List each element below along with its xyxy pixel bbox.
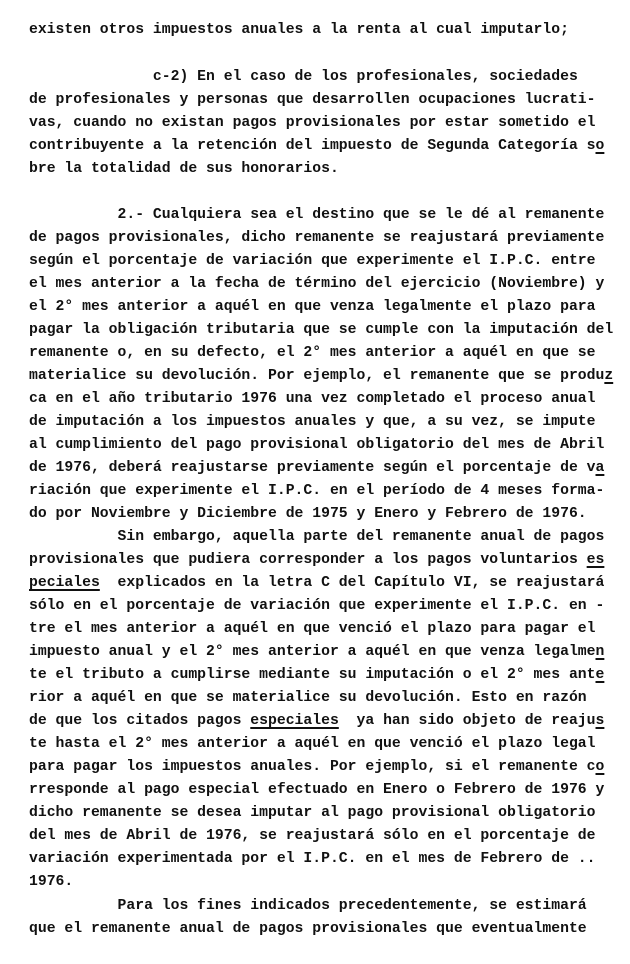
text-line: [29, 21, 569, 39]
text-segment: de que los citados pagos: [29, 713, 251, 729]
text-line: [29, 505, 587, 523]
text-line: [29, 689, 587, 707]
text-segment: c-2) En el caso de los profesionales, sociedades: [29, 69, 578, 85]
text-segment: ca en el año tributario 1976 una vez completado el proceso anual: [29, 391, 596, 407]
text-segment: remanente o, en su defecto, el 2° mes anterior a aquél en que se: [29, 345, 596, 361]
text-segment: de 1976, deberá reajustarse previamente según el porcentaje de v: [29, 460, 596, 476]
underlined-text: n: [595, 644, 605, 660]
text-line: [29, 321, 613, 339]
text-line: [29, 920, 587, 938]
text-segment: contribuyente a la retención del impuesto de Segunda Categoría s: [29, 138, 596, 154]
text-line: [29, 206, 604, 224]
text-line: [29, 712, 604, 730]
text-line: [29, 344, 596, 362]
text-segment: dicho remanente se desea imputar al pago provisional obligatorio: [29, 805, 596, 821]
text-line: [29, 804, 596, 822]
text-segment: Para los fines indicados precedentemente, se estimará: [29, 898, 587, 914]
text-line: [29, 160, 339, 178]
text-line: [29, 229, 604, 247]
text-line: [29, 68, 578, 86]
text-line: [29, 781, 604, 799]
text-line: [29, 850, 596, 868]
text-segment: tre el mes anterior a aquél en que venció el plazo para pagar el: [29, 621, 596, 637]
text-segment: Sin embargo, aquella parte del remanente anual de pagos: [29, 529, 605, 545]
text-segment: variación experimentada por el I.P.C. en el mes de Febrero de ..: [29, 851, 596, 867]
text-line: [29, 643, 604, 661]
text-segment: bre la totalidad de sus honorarios.: [29, 161, 339, 177]
text-line: [29, 735, 596, 753]
underlined-text: es: [586, 552, 605, 568]
text-segment: al cumplimiento del pago provisional obligatorio del mes de Abril: [29, 437, 605, 453]
text-line: [29, 367, 613, 385]
text-segment: vas, cuando no existan pagos provisionales por estar sometido el: [29, 115, 596, 131]
text-segment: ya han sido objeto de reaju: [338, 713, 596, 729]
text-segment: el 2° mes anterior a aquél en que venza legalmente el plazo para: [29, 299, 596, 315]
text-line: [29, 551, 604, 569]
text-line: [29, 482, 604, 500]
underlined-text: o: [595, 138, 605, 154]
text-line: [29, 390, 596, 408]
text-line: [29, 114, 596, 132]
text-segment: de pagos provisionales, dicho remanente se reajustará previamente: [29, 230, 605, 246]
underlined-text: peciales: [29, 575, 100, 591]
text-line: [29, 275, 604, 293]
text-line: [29, 252, 596, 270]
text-line: [29, 528, 604, 546]
text-segment: de imputación a los impuestos anuales y que, a su vez, se impute: [29, 414, 596, 430]
text-segment: el mes anterior a la fecha de término del ejercicio (Noviembre) y: [29, 276, 605, 292]
text-line: [29, 620, 596, 638]
text-line: [29, 137, 604, 155]
text-segment: para pagar los impuestos anuales. Por ejemplo, si el remanente c: [29, 759, 596, 775]
text-line: [29, 897, 587, 915]
text-line: [29, 666, 604, 684]
text-segment: de profesionales y personas que desarrollen ocupaciones lucrati-: [29, 92, 596, 108]
text-segment: te el tributo a cumplirse mediante su imputación o el 2° mes ant: [29, 667, 596, 683]
underlined-text: z: [604, 368, 614, 384]
text-segment: pagar la obligación tributaria que se cumple con la imputación del: [29, 322, 614, 338]
text-segment: rresponde al pago especial efectuado en Enero o Febrero de 1976 y: [29, 782, 605, 798]
text-segment: según el porcentaje de variación que experimente el I.P.C. entre: [29, 253, 596, 269]
text-segment: riación que experimente el I.P.C. en el período de 4 meses forma-: [29, 483, 605, 499]
underlined-text: e: [595, 667, 605, 683]
text-segment: rior a aquél en que se materialice su devolución. Esto en razón: [29, 690, 587, 706]
text-line: [29, 597, 604, 615]
text-segment: existen otros impuestos anuales a la renta al cual imputarlo;: [29, 22, 569, 38]
text-segment: 1976.: [29, 874, 74, 890]
text-line: [29, 827, 596, 845]
text-segment: sólo en el porcentaje de variación que experimente el I.P.C. en -: [29, 598, 605, 614]
underlined-text: especiales: [250, 713, 339, 729]
text-segment: que el remanente anual de pagos provisionales que eventualmente: [29, 921, 587, 937]
text-segment: materialice su devolución. Por ejemplo, el remanente que se produ: [29, 368, 605, 384]
underlined-text: s: [595, 713, 605, 729]
text-line: [29, 574, 604, 592]
text-segment: impuesto anual y el 2° mes anterior a aquél en que venza legalme: [29, 644, 596, 660]
text-line: [29, 436, 604, 454]
text-segment: te hasta el 2° mes anterior a aquél en que venció el plazo legal: [29, 736, 596, 752]
text-line: [29, 91, 596, 109]
text-segment: explicados en la letra C del Capítulo VI, se reajustará: [99, 575, 605, 591]
underlined-text: o: [595, 759, 605, 775]
text-segment: 2.- Cualquiera sea el destino que se le dé al remanente: [29, 207, 605, 223]
text-line: [29, 758, 604, 776]
text-line: [29, 873, 73, 891]
text-line: [29, 459, 604, 477]
underlined-text: a: [595, 460, 605, 476]
text-segment: del mes de Abril de 1976, se reajustará sólo en el porcentaje de: [29, 828, 596, 844]
text-segment: do por Noviembre y Diciembre de 1975 y Enero y Febrero de 1976.: [29, 506, 587, 522]
text-segment: provisionales que pudiera corresponder a los pagos voluntarios: [29, 552, 587, 568]
text-line: [29, 298, 596, 316]
text-line: [29, 413, 596, 431]
